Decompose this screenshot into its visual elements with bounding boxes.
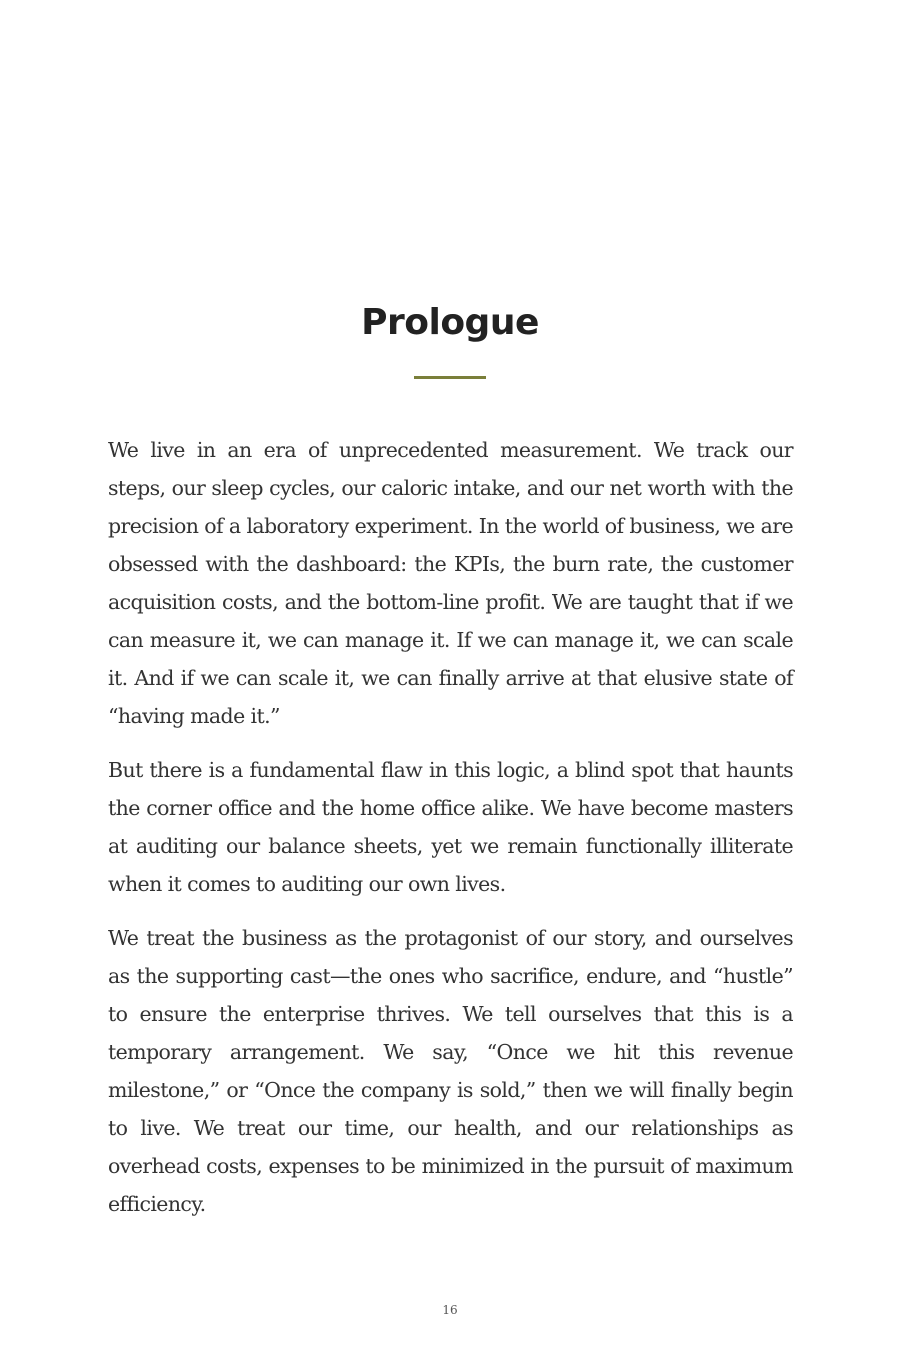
body-text xyxy=(108,431,793,1239)
paragraph-2: But there is a fundamental flaw in this logic, a blind spot that haunts the corner office and the home office alike. We have become masters at auditing our balance sheets, yet we remain functionally illiterate when it comes to auditing our own lives. xyxy=(108,758,793,896)
paragraph-3: We treat the business as the protagonist of our story, and ourselves as the supporting cast—the ones who sacrifice, endure, and “hustle” to ensure the enterprise thrives. We tell ourselves that this is a temporary arrangement. We say, “Once we hit this revenue milestone,” or “Once the company is sold,” then we will finally begin to live. We treat our time, our health, and our relationships as overhead costs, expenses to be minimized in the pursuit of maximum efficiency. xyxy=(108,926,793,1216)
chapter-title: Prologue xyxy=(361,302,539,343)
paragraph-1: We live in an era of unprecedented measurement. We track our steps, our sleep cycles, our caloric intake, and our net worth with the precision of a laboratory experiment. In the world of business, we are obsessed with the dashboard: the KPIs, the burn rate, the customer acquisition costs, and the bottom-line profit. We are taught that if we can measure it, we can manage it. If we can manage it, we can scale it. And if we can scale it, we can finally arrive at that elusive state of “having made it.” xyxy=(108,438,793,728)
title-divider-rule xyxy=(414,376,486,379)
page-number: 16 xyxy=(442,1303,458,1317)
